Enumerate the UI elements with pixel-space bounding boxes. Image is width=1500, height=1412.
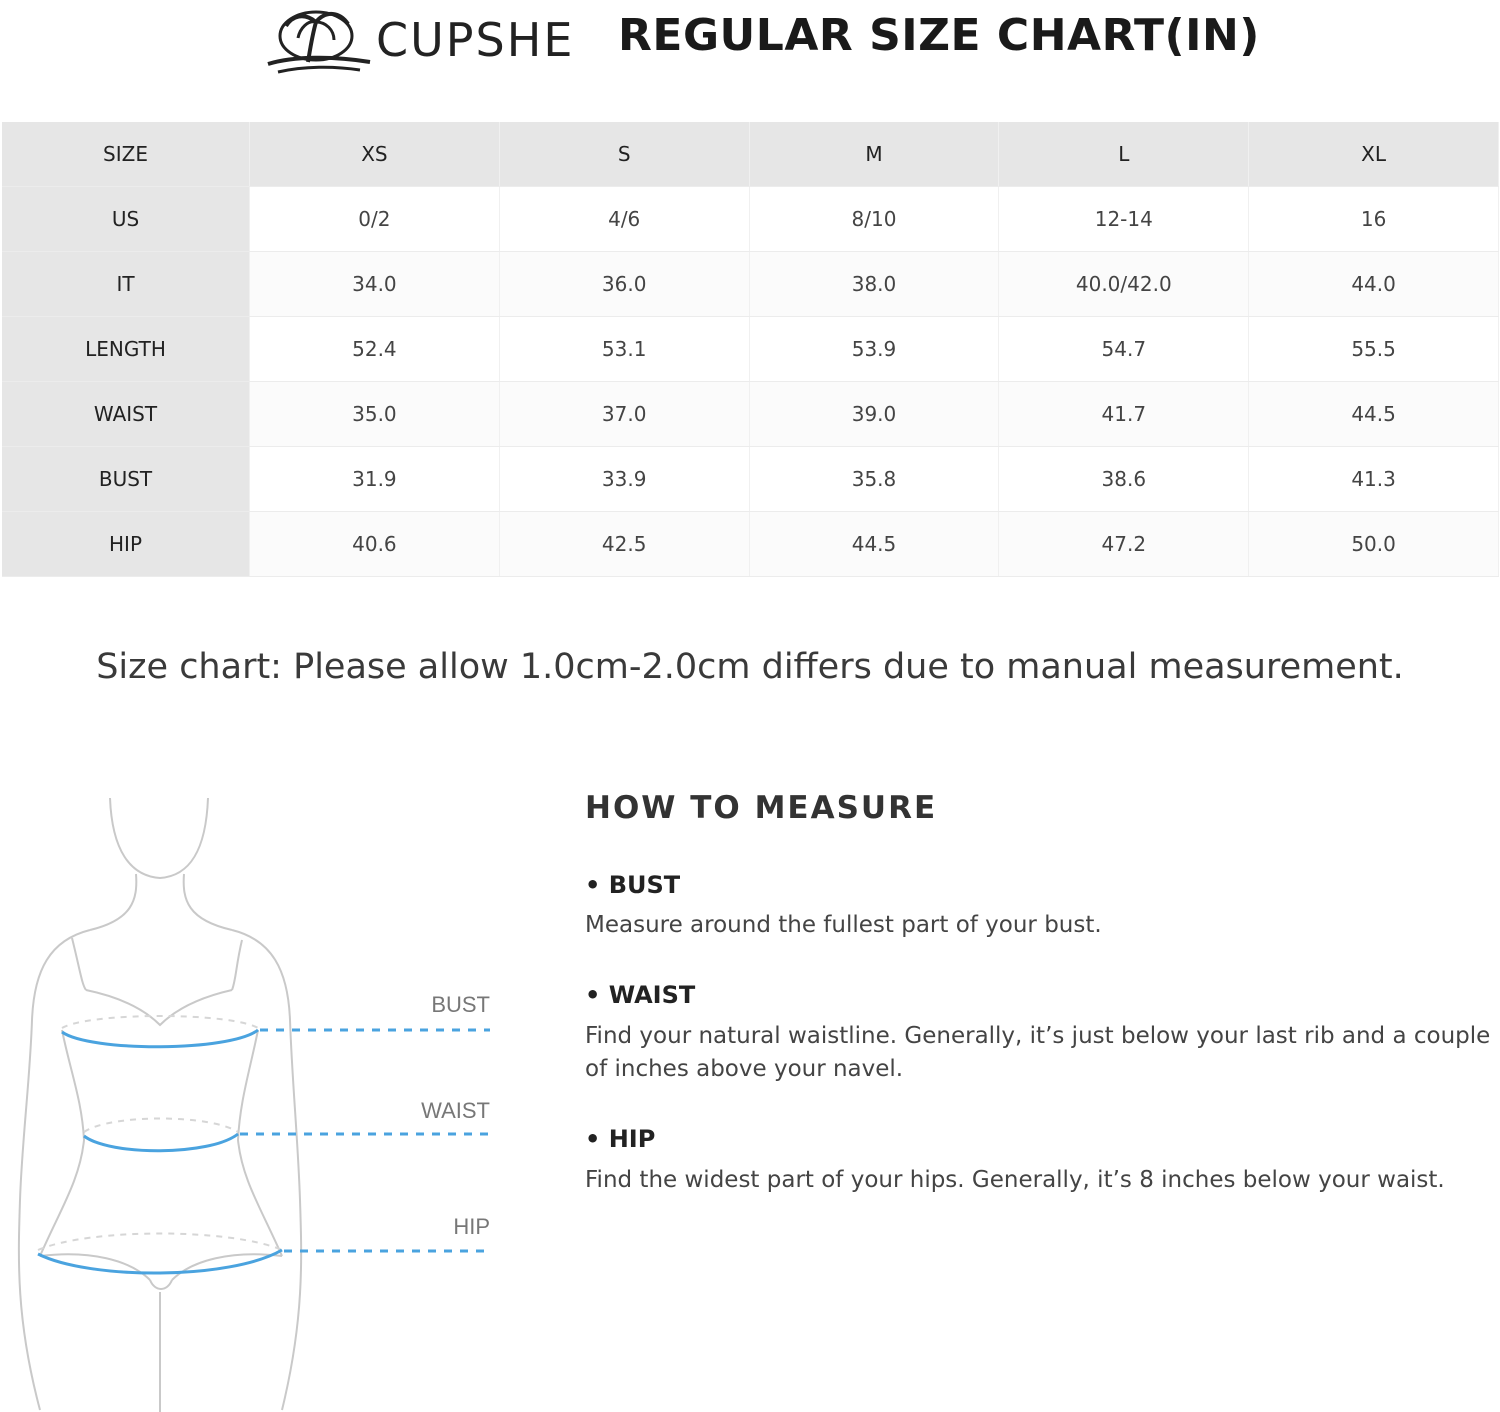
row-label: BUST	[2, 447, 250, 512]
table-header-row	[2, 122, 1499, 187]
waist-tape	[84, 1134, 238, 1151]
hip-heading: • HIP	[585, 1125, 656, 1153]
table-cell: 12-14	[999, 187, 1249, 252]
table-cell: 55.5	[1249, 317, 1499, 382]
table-row	[2, 252, 1499, 317]
table-header-cell: L	[999, 122, 1249, 187]
table-cell: 37.0	[499, 382, 749, 447]
table-cell: 16	[1249, 187, 1499, 252]
how-to-measure-title: HOW TO MEASURE	[585, 790, 938, 826]
table-row	[2, 447, 1499, 512]
table-cell: 44.5	[749, 512, 999, 577]
waist-instructions: Find your natural waistline. Generally, it’s just below your last rib and a couple of inches above your navel.	[585, 1023, 1491, 1082]
waist-heading: • WAIST	[585, 981, 696, 1009]
table-cell: 40.0/42.0	[999, 252, 1249, 317]
table-cell: 50.0	[1249, 512, 1499, 577]
table-cell: 40.6	[250, 512, 500, 577]
table-cell: 38.0	[749, 252, 999, 317]
table-cell: 8/10	[749, 187, 999, 252]
table-row	[2, 382, 1499, 447]
chart-title: REGULAR SIZE CHART(IN)	[618, 10, 1260, 61]
body-measurement-figure	[0, 780, 520, 1412]
bust-heading: • BUST	[585, 871, 681, 899]
brand-name: CUPSHE	[376, 13, 575, 67]
table-cell: 44.5	[1249, 382, 1499, 447]
bust-instructions: Measure around the fullest part of your bust.	[585, 912, 1102, 938]
table-header-cell: S	[499, 122, 749, 187]
row-label: HIP	[2, 512, 250, 577]
measurement-note: Size chart: Please allow 1.0cm-2.0cm differs due to manual measurement.	[96, 647, 1404, 687]
size-table	[2, 122, 1499, 577]
waist-label: WAIST	[421, 1098, 490, 1123]
table-cell: 34.0	[250, 252, 500, 317]
table-cell: 52.4	[250, 317, 500, 382]
row-label: WAIST	[2, 382, 250, 447]
table-cell: 53.9	[749, 317, 999, 382]
row-label: LENGTH	[2, 317, 250, 382]
table-cell: 54.7	[999, 317, 1249, 382]
table-cell: 38.6	[999, 447, 1249, 512]
palm-tree-logo-icon	[264, 2, 374, 76]
table-cell: 36.0	[499, 252, 749, 317]
table-cell: 33.9	[499, 447, 749, 512]
table-row	[2, 187, 1499, 252]
measure-lines	[38, 1030, 282, 1273]
table-cell: 47.2	[999, 512, 1249, 577]
table-row	[2, 317, 1499, 382]
table-row	[2, 512, 1499, 577]
hip-instructions: Find the widest part of your hips. Generally, it’s 8 inches below your waist.	[585, 1167, 1445, 1193]
table-cell: 42.5	[499, 512, 749, 577]
bust-label: BUST	[431, 992, 490, 1017]
table-cell: 44.0	[1249, 252, 1499, 317]
table-header-cell: XL	[1249, 122, 1499, 187]
table-header-cell: M	[749, 122, 999, 187]
table-cell: 4/6	[499, 187, 749, 252]
row-label: US	[2, 187, 250, 252]
table-cell: 35.0	[250, 382, 500, 447]
table-cell: 53.1	[499, 317, 749, 382]
table-cell: 39.0	[749, 382, 999, 447]
table-cell: 31.9	[250, 447, 500, 512]
table-cell: 35.8	[749, 447, 999, 512]
table-cell: 0/2	[250, 187, 500, 252]
row-label: IT	[2, 252, 250, 317]
table-cell: 41.7	[999, 382, 1249, 447]
header	[0, 0, 1500, 90]
hip-label: HIP	[453, 1214, 490, 1239]
bust-tape	[62, 1030, 258, 1047]
table-header-cell: XS	[250, 122, 500, 187]
table-header-cell: SIZE	[2, 122, 250, 187]
table-cell: 41.3	[1249, 447, 1499, 512]
